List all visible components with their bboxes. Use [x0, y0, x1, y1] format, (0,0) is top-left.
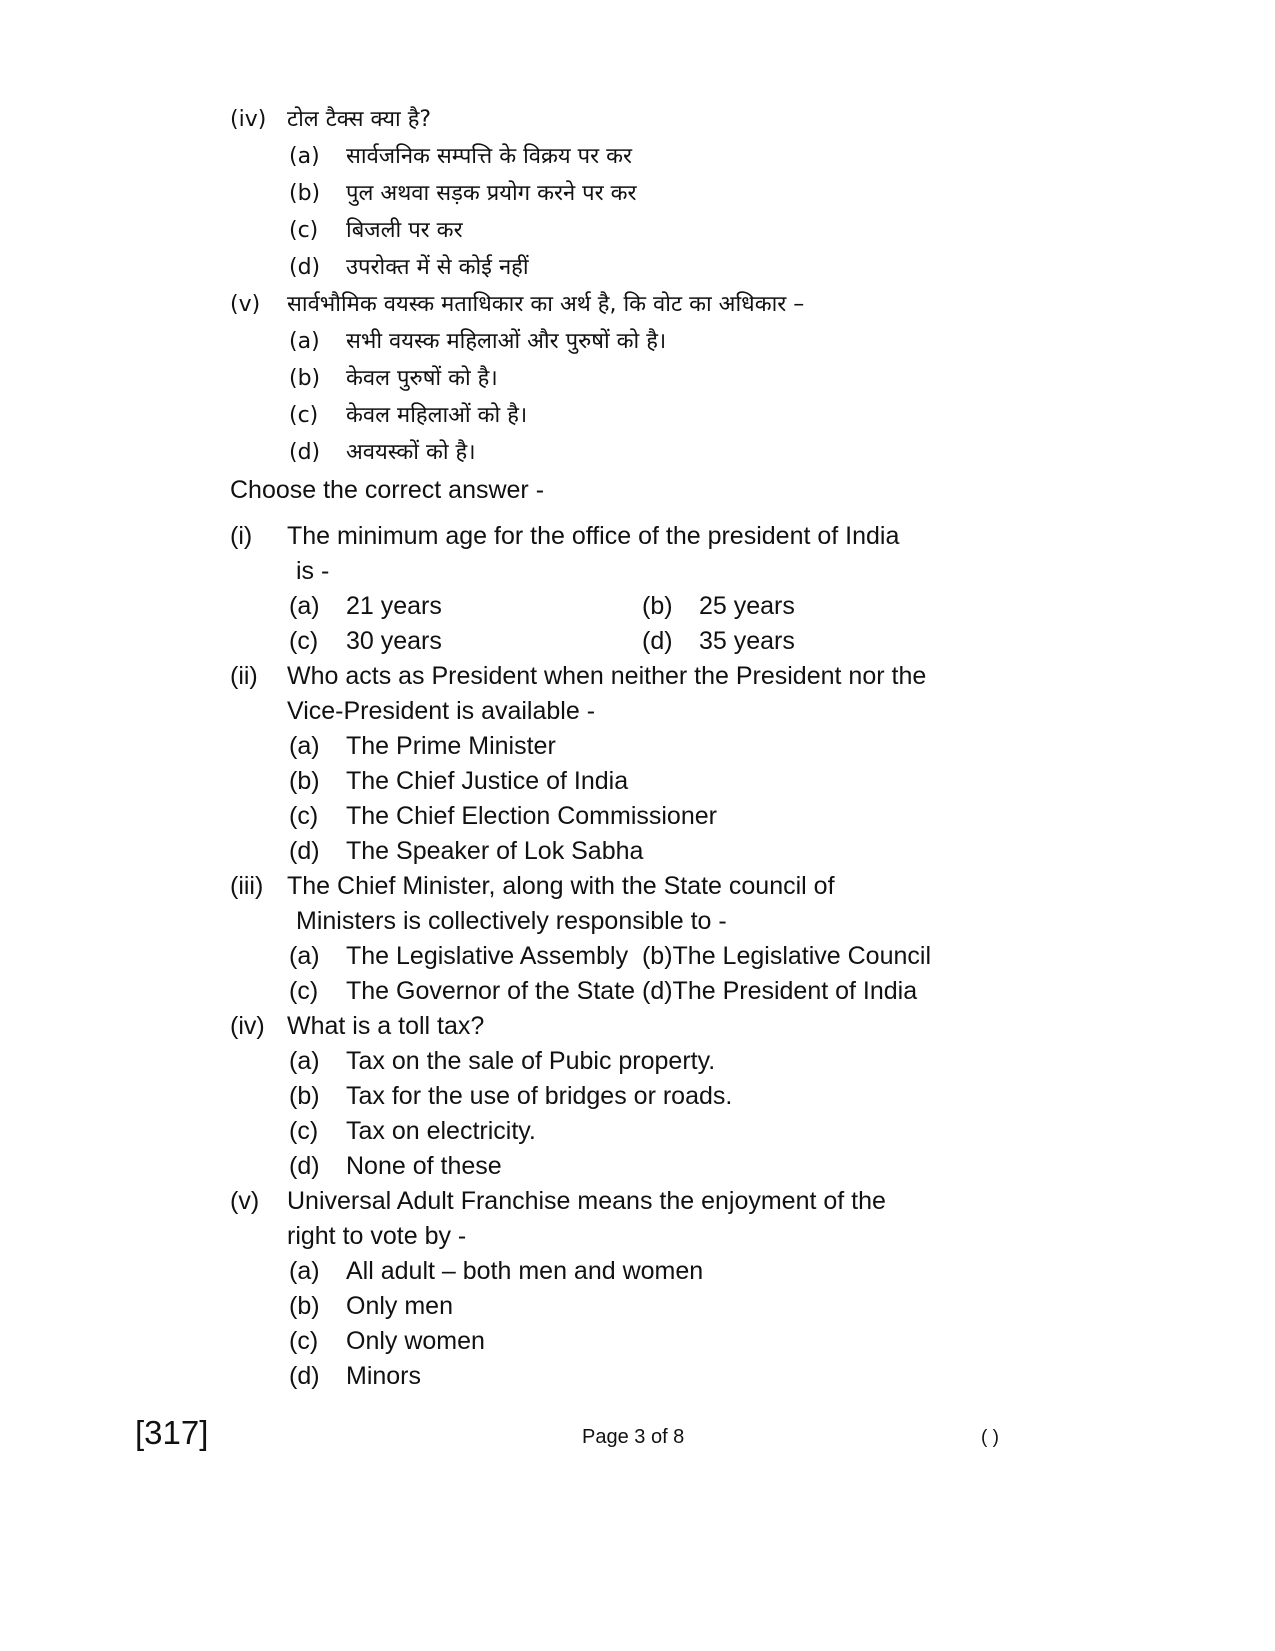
- option-text: अवयस्कों को है।: [346, 440, 476, 465]
- option-row: [289, 178, 637, 210]
- option-text: केवल महिलाओं को है।: [346, 403, 528, 428]
- section-heading: Choose the correct answer -: [230, 476, 545, 504]
- question-row: [230, 1010, 484, 1042]
- option-text: 35 years: [699, 627, 795, 655]
- option-text: None of these: [346, 1152, 502, 1180]
- question-text: Who acts as President when neither the President nor the: [287, 662, 927, 690]
- option-text: Only men: [346, 1292, 453, 1320]
- question-text: The minimum age for the office of the president of India: [287, 522, 900, 550]
- question-row: [230, 104, 431, 136]
- option-text: The Chief Election Commissioner: [346, 802, 717, 830]
- option-row: [289, 590, 442, 622]
- option-label: (b): [642, 592, 673, 620]
- option-row: [289, 326, 666, 358]
- option-label: (c): [289, 627, 319, 655]
- option-label: (a): [289, 592, 320, 620]
- option-text: Minors: [346, 1362, 422, 1390]
- option-text: उपरोक्त में से कोई नहीं: [346, 255, 529, 280]
- option-label: (c): [289, 403, 319, 428]
- option-row: [289, 765, 628, 797]
- option-label: (d): [289, 1152, 320, 1180]
- question-number: (i): [230, 522, 253, 550]
- option-label: (d): [289, 837, 320, 865]
- option-label: (c): [289, 218, 319, 243]
- question-text-continued: right to vote by -: [287, 1222, 467, 1250]
- paper-code: [317]: [135, 1414, 209, 1451]
- option-label: (d): [289, 1362, 320, 1390]
- question-number: (iv): [230, 1012, 265, 1040]
- option-row: [289, 1255, 703, 1287]
- question-row: [230, 660, 926, 692]
- question-text: What is a toll tax?: [287, 1012, 485, 1040]
- option-row: [289, 1360, 421, 1392]
- option-label: (a): [289, 1047, 320, 1075]
- option-label: (c): [289, 802, 319, 830]
- option-text: बिजली पर कर: [346, 218, 463, 243]
- option-label: (b): [289, 1082, 320, 1110]
- question-text-continued: is -: [296, 557, 330, 585]
- question-row: [230, 870, 835, 902]
- option-row: [642, 590, 795, 622]
- option-label: (a): [289, 1257, 320, 1285]
- option-label: (d): [289, 440, 321, 465]
- option-label: (a): [289, 942, 320, 970]
- option-text: 25 years: [699, 592, 795, 620]
- question-number: (ii): [230, 662, 258, 690]
- question-text: सार्वभौमिक वयस्क मताधिकार का अर्थ है, कि वोट का अधिकार –: [287, 292, 805, 317]
- option-row: [289, 437, 476, 469]
- question-text: टोल टैक्स क्या है?: [287, 107, 432, 132]
- option-label: (b): [289, 366, 321, 391]
- option-label: (b): [289, 1292, 320, 1320]
- option-row: [289, 252, 529, 284]
- page-number: Page 3 of 8: [582, 1426, 685, 1448]
- question-number: (iii): [230, 872, 264, 900]
- option-row: [289, 835, 643, 867]
- option-label: (c): [289, 1327, 319, 1355]
- option-text: 30 years: [346, 627, 442, 655]
- option-label: (a): [289, 732, 320, 760]
- question-text-continued: Ministers is collectively responsible to -: [296, 907, 727, 935]
- option-text: 21 years: [346, 592, 442, 620]
- option-text: Tax on the sale of Pubic property.: [346, 1047, 716, 1075]
- question-text-continued: Vice-President is available -: [287, 697, 596, 725]
- question-row: [230, 520, 899, 552]
- option-row: [289, 625, 442, 657]
- footer-parentheses: ( ): [981, 1427, 999, 1448]
- option-text: The Legislative Assembly (b)The Legislative Council: [346, 942, 931, 970]
- question-row: [230, 1185, 886, 1217]
- question-number: (v): [230, 1187, 260, 1215]
- option-text: The Speaker of Lok Sabha: [346, 837, 644, 865]
- option-label: (b): [289, 767, 320, 795]
- option-row: [289, 363, 498, 395]
- option-row: [289, 215, 463, 247]
- option-text: Only women: [346, 1327, 485, 1355]
- option-row: [289, 1150, 502, 1182]
- option-row: [289, 1115, 536, 1147]
- option-row: [289, 1045, 715, 1077]
- option-label: (a): [289, 144, 320, 169]
- option-row: [289, 940, 931, 972]
- option-label: (b): [289, 181, 321, 206]
- option-text: All adult – both men and women: [346, 1257, 704, 1285]
- option-text: पुल अथवा सड़क प्रयोग करने पर कर: [346, 181, 637, 206]
- question-number: (iv): [230, 107, 267, 132]
- option-text: सार्वजनिक सम्पत्ति के विक्रय पर कर: [346, 144, 633, 169]
- option-row: [289, 975, 917, 1007]
- option-text: The Governor of the State (d)The President of India: [346, 977, 918, 1005]
- option-row: [289, 730, 556, 762]
- option-row: [289, 1080, 732, 1112]
- option-text: The Prime Minister: [346, 732, 556, 760]
- option-text: The Chief Justice of India: [346, 767, 629, 795]
- option-text: केवल पुरुषों को है।: [346, 366, 498, 391]
- option-text: Tax for the use of bridges or roads.: [346, 1082, 733, 1110]
- question-text: The Chief Minister, along with the State council of: [287, 872, 835, 900]
- question-text: Universal Adult Franchise means the enjoyment of the: [287, 1187, 886, 1215]
- option-row: [289, 141, 632, 173]
- option-label: (d): [289, 255, 321, 280]
- option-row: [289, 1290, 453, 1322]
- option-row: [289, 800, 717, 832]
- option-row: [289, 1325, 485, 1357]
- option-text: सभी वयस्क महिलाओं और पुरुषों को है।: [346, 329, 667, 354]
- question-number: (v): [230, 292, 261, 317]
- option-label: (c): [289, 977, 319, 1005]
- option-label: (d): [642, 627, 673, 655]
- option-label: (a): [289, 329, 320, 354]
- option-text: Tax on electricity.: [346, 1117, 536, 1145]
- option-row: [642, 625, 795, 657]
- option-label: (c): [289, 1117, 319, 1145]
- option-row: [289, 400, 527, 432]
- question-row: [230, 289, 804, 321]
